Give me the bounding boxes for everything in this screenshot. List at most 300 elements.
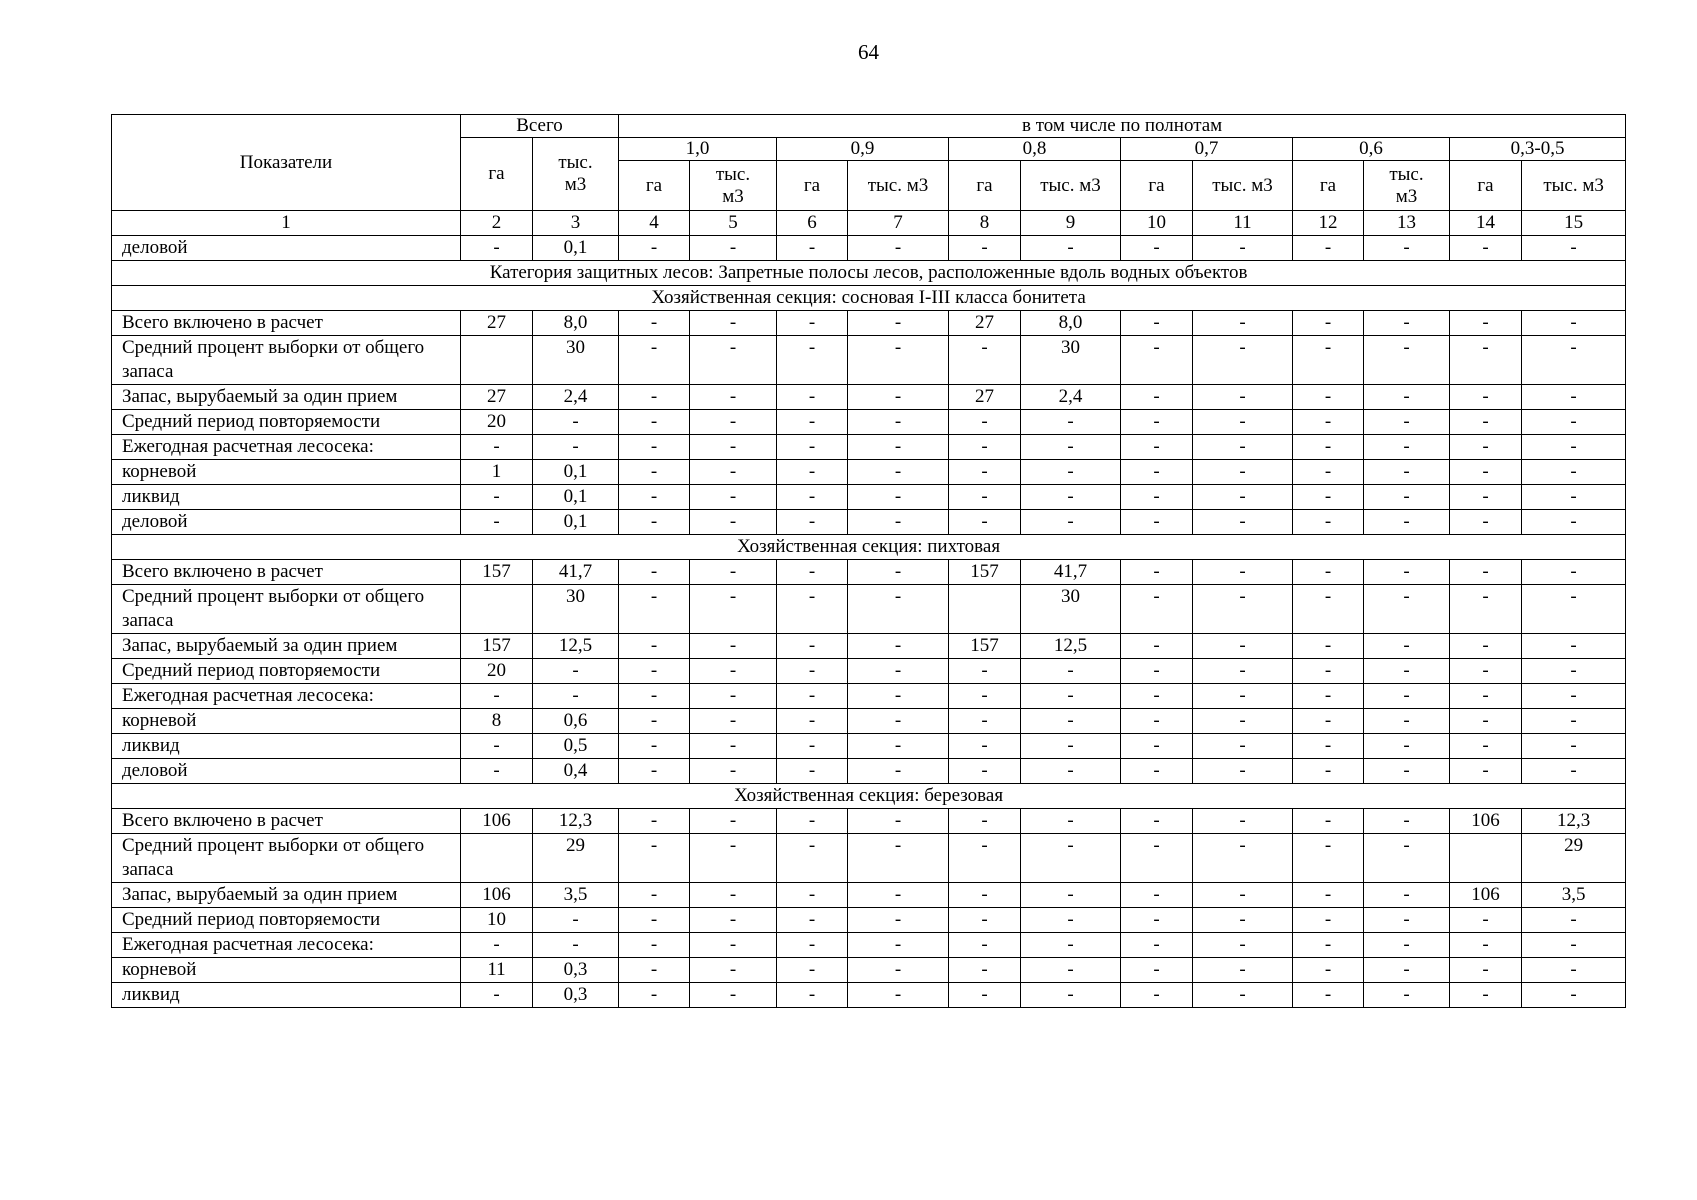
table-cell: -	[1021, 659, 1121, 684]
table-cell: 27	[949, 311, 1021, 336]
table-row	[112, 385, 1626, 410]
table-cell: -	[1450, 908, 1522, 933]
table-row	[112, 883, 1626, 908]
table-cell: -	[777, 585, 848, 634]
row-label: корневой	[112, 958, 461, 983]
m3-header: тыс. м3	[1522, 161, 1626, 211]
table-cell: -	[1121, 560, 1193, 585]
table-cell: -	[690, 585, 777, 634]
table-cell: 2,4	[1021, 385, 1121, 410]
section-title: Хозяйственная секция: березовая	[112, 784, 1626, 809]
total-ha-header: га	[461, 138, 533, 211]
table-cell: -	[949, 336, 1021, 385]
table-cell: -	[848, 336, 949, 385]
table-cell: -	[1021, 410, 1121, 435]
table-cell: -	[1522, 510, 1626, 535]
table-cell: 12,3	[533, 809, 619, 834]
table-cell: -	[1121, 983, 1193, 1008]
table-cell: -	[777, 958, 848, 983]
table-cell: -	[619, 908, 690, 933]
table-cell: 8,0	[1021, 311, 1121, 336]
table-cell: -	[848, 883, 949, 908]
table-cell: 0,1	[533, 510, 619, 535]
table-cell: -	[949, 435, 1021, 460]
table-cell: -	[1450, 983, 1522, 1008]
table-cell: -	[949, 410, 1021, 435]
table-cell: -	[1293, 311, 1364, 336]
column-number: 5	[690, 211, 777, 236]
table-cell: -	[949, 485, 1021, 510]
table-cell: -	[848, 709, 949, 734]
table-cell: -	[533, 435, 619, 460]
table-cell: -	[461, 485, 533, 510]
table-cell: -	[848, 435, 949, 460]
table-cell: -	[690, 734, 777, 759]
table-cell: -	[1522, 759, 1626, 784]
table-cell: -	[848, 809, 949, 834]
table-cell: -	[949, 908, 1021, 933]
row-label: ликвид	[112, 734, 461, 759]
table-cell: -	[848, 634, 949, 659]
table-cell: -	[461, 236, 533, 261]
section-title: Хозяйственная секция: пихтовая	[112, 535, 1626, 560]
table-cell: -	[1450, 958, 1522, 983]
table-cell: -	[1193, 634, 1293, 659]
table-cell: -	[619, 385, 690, 410]
table-cell: -	[619, 585, 690, 634]
table-cell: -	[1450, 336, 1522, 385]
table-cell: -	[777, 933, 848, 958]
table-cell	[949, 585, 1021, 634]
row-label: Средний период повторяемости	[112, 410, 461, 435]
table-cell: -	[1193, 435, 1293, 460]
table-cell: -	[848, 236, 949, 261]
table-cell: -	[1193, 385, 1293, 410]
row-label: Запас, вырубаемый за один прием	[112, 634, 461, 659]
table-cell: -	[690, 659, 777, 684]
header-row-1	[112, 115, 1626, 138]
table-cell: -	[1121, 510, 1193, 535]
table-row	[112, 485, 1626, 510]
table-cell: -	[1193, 560, 1293, 585]
table-cell: -	[1293, 958, 1364, 983]
table-row	[112, 311, 1626, 336]
row-label: Всего включено в расчет	[112, 311, 461, 336]
column-number: 13	[1364, 211, 1450, 236]
table-cell: -	[619, 933, 690, 958]
row-label: Средний процент выборки от общего запаса	[112, 336, 461, 385]
table-cell: 157	[461, 560, 533, 585]
table-cell: -	[690, 460, 777, 485]
table-cell: -	[1364, 709, 1450, 734]
table-cell: -	[777, 634, 848, 659]
table-cell: -	[1364, 410, 1450, 435]
table-cell: -	[619, 883, 690, 908]
table-cell	[461, 834, 533, 883]
table-cell: -	[848, 460, 949, 485]
table-cell: -	[949, 510, 1021, 535]
table-cell: -	[1193, 336, 1293, 385]
table-cell: -	[1193, 908, 1293, 933]
table-cell: -	[1021, 435, 1121, 460]
table-cell: -	[1121, 883, 1193, 908]
table-cell: -	[848, 759, 949, 784]
table-cell: -	[619, 734, 690, 759]
table-cell: -	[533, 410, 619, 435]
table-cell: -	[1121, 485, 1193, 510]
table-cell: -	[1364, 385, 1450, 410]
section-row	[112, 286, 1626, 311]
table-row	[112, 983, 1626, 1008]
table-cell: -	[949, 684, 1021, 709]
density-header: 0,8	[949, 138, 1121, 161]
m3-header: тыс. м3	[848, 161, 949, 211]
table-cell: -	[1021, 983, 1121, 1008]
density-header: 0,9	[777, 138, 949, 161]
table-cell: -	[848, 410, 949, 435]
table-cell: -	[690, 809, 777, 834]
table-cell: -	[1021, 236, 1121, 261]
table-cell: -	[1364, 908, 1450, 933]
table-cell: -	[848, 311, 949, 336]
table-cell: -	[1522, 336, 1626, 385]
row-label: Запас, вырубаемый за один прием	[112, 385, 461, 410]
table-cell: -	[1021, 834, 1121, 883]
table-cell: -	[1450, 435, 1522, 460]
table-cell: -	[1522, 585, 1626, 634]
table-cell: 106	[1450, 883, 1522, 908]
table-cell: -	[619, 435, 690, 460]
table-cell: -	[1364, 336, 1450, 385]
table-cell: -	[1021, 759, 1121, 784]
table-cell: 30	[1021, 585, 1121, 634]
table-cell: -	[949, 958, 1021, 983]
table-cell: -	[1364, 510, 1450, 535]
table-cell: 27	[461, 385, 533, 410]
table-cell: -	[949, 983, 1021, 1008]
table-cell: -	[1021, 709, 1121, 734]
table-cell: -	[1364, 834, 1450, 883]
table-row	[112, 336, 1626, 385]
table-cell: -	[1364, 734, 1450, 759]
table-cell: -	[1293, 485, 1364, 510]
table-cell: -	[1293, 834, 1364, 883]
table-cell: -	[1193, 809, 1293, 834]
table-cell: 0,1	[533, 236, 619, 261]
table-cell: -	[1193, 759, 1293, 784]
table-cell: -	[1450, 659, 1522, 684]
table-cell: -	[1364, 809, 1450, 834]
table-cell	[1450, 834, 1522, 883]
table-cell: -	[1364, 634, 1450, 659]
table-cell: -	[949, 933, 1021, 958]
table-cell: -	[1364, 883, 1450, 908]
table-cell: -	[949, 734, 1021, 759]
table-cell: -	[1450, 510, 1522, 535]
table-cell: -	[1293, 410, 1364, 435]
table-cell: -	[690, 311, 777, 336]
table-cell: -	[1293, 684, 1364, 709]
table-cell: -	[1193, 510, 1293, 535]
table-cell: -	[777, 809, 848, 834]
table-cell: -	[777, 435, 848, 460]
table-cell: -	[1121, 933, 1193, 958]
table-cell: -	[1293, 336, 1364, 385]
table-cell: -	[461, 759, 533, 784]
table-cell: -	[1021, 809, 1121, 834]
table-cell: -	[1193, 585, 1293, 634]
table-cell: -	[1522, 709, 1626, 734]
table-cell: -	[1522, 958, 1626, 983]
table-cell: -	[690, 908, 777, 933]
table-cell: -	[619, 809, 690, 834]
table-cell: -	[777, 336, 848, 385]
table-cell: 0,6	[533, 709, 619, 734]
table-cell: -	[1193, 958, 1293, 983]
row-label: корневой	[112, 460, 461, 485]
table-cell: -	[949, 236, 1021, 261]
table-cell: -	[1193, 734, 1293, 759]
table-cell: -	[619, 410, 690, 435]
table-cell: -	[1121, 908, 1193, 933]
table-cell: -	[1293, 460, 1364, 485]
section-title: Хозяйственная секция: сосновая I-III класса бонитета	[112, 286, 1626, 311]
table-cell: -	[848, 585, 949, 634]
table-cell: -	[1293, 983, 1364, 1008]
table-cell: -	[1293, 908, 1364, 933]
table-cell	[461, 336, 533, 385]
table-cell: -	[1450, 410, 1522, 435]
table-cell: -	[777, 560, 848, 585]
table-cell: -	[1121, 809, 1193, 834]
table-cell: -	[619, 709, 690, 734]
table-cell: -	[848, 983, 949, 1008]
table-cell: -	[1450, 560, 1522, 585]
table-cell: -	[1021, 460, 1121, 485]
table-cell: -	[1193, 883, 1293, 908]
table-cell: -	[1193, 983, 1293, 1008]
row-label: Средний период повторяемости	[112, 659, 461, 684]
column-number: 4	[619, 211, 690, 236]
table-cell: -	[690, 709, 777, 734]
table-cell: -	[1121, 585, 1193, 634]
table-cell: -	[848, 659, 949, 684]
table-cell: -	[1121, 958, 1193, 983]
section-title: Категория защитных лесов: Запретные полосы лесов, расположенные вдоль водных объектов	[112, 261, 1626, 286]
table-cell: 0,3	[533, 983, 619, 1008]
table-cell: -	[1293, 809, 1364, 834]
table-cell: -	[533, 933, 619, 958]
table-cell: -	[1522, 659, 1626, 684]
row-label: Ежегодная расчетная лесосека:	[112, 933, 461, 958]
table-cell: -	[1364, 460, 1450, 485]
table-row	[112, 908, 1626, 933]
table-cell: -	[1293, 883, 1364, 908]
table-cell: -	[949, 759, 1021, 784]
ha-header: га	[1121, 161, 1193, 211]
row-label: ликвид	[112, 485, 461, 510]
table-cell: -	[1293, 385, 1364, 410]
table-cell: -	[1293, 709, 1364, 734]
table-cell: -	[1293, 659, 1364, 684]
table-cell: -	[461, 933, 533, 958]
table-cell: -	[1522, 435, 1626, 460]
table-row	[112, 734, 1626, 759]
by-density-header: в том числе по полнотам	[619, 115, 1626, 138]
table-cell: -	[1522, 410, 1626, 435]
row-label: Запас, вырубаемый за один прием	[112, 883, 461, 908]
m3-header: тыс. м3	[690, 161, 777, 211]
column-number: 12	[1293, 211, 1364, 236]
table-cell: -	[619, 958, 690, 983]
table-cell: -	[949, 809, 1021, 834]
table-row	[112, 684, 1626, 709]
column-number: 8	[949, 211, 1021, 236]
column-number: 11	[1193, 211, 1293, 236]
ha-header: га	[777, 161, 848, 211]
table-cell: -	[777, 410, 848, 435]
row-label: Всего включено в расчет	[112, 809, 461, 834]
table-cell: -	[1193, 311, 1293, 336]
table-cell: -	[690, 933, 777, 958]
table-cell: 12,5	[533, 634, 619, 659]
table-row	[112, 659, 1626, 684]
column-number: 7	[848, 211, 949, 236]
table-cell: -	[619, 510, 690, 535]
table-cell: -	[848, 560, 949, 585]
column-number: 2	[461, 211, 533, 236]
table-cell: -	[1450, 634, 1522, 659]
table-cell: -	[777, 460, 848, 485]
table-cell: -	[690, 634, 777, 659]
table-cell: 41,7	[533, 560, 619, 585]
table-cell: -	[619, 983, 690, 1008]
table-cell: -	[1364, 435, 1450, 460]
table-cell: -	[1293, 510, 1364, 535]
m3-header: тыс. м3	[1364, 161, 1450, 211]
table-cell: 12,5	[1021, 634, 1121, 659]
table-cell: 27	[949, 385, 1021, 410]
table-cell: -	[690, 983, 777, 1008]
table-cell: -	[619, 236, 690, 261]
table-cell: -	[1121, 311, 1193, 336]
table-cell: -	[1364, 983, 1450, 1008]
table-cell: -	[1193, 684, 1293, 709]
table-cell: -	[619, 634, 690, 659]
table-row	[112, 634, 1626, 659]
total-header: Всего	[461, 115, 619, 138]
table-cell: -	[690, 883, 777, 908]
indicators-header: Показатели	[112, 115, 461, 211]
table-cell: -	[690, 410, 777, 435]
table-cell: -	[1293, 734, 1364, 759]
table-cell: -	[1293, 236, 1364, 261]
row-label: корневой	[112, 709, 461, 734]
table-cell: -	[1121, 236, 1193, 261]
table-cell: 41,7	[1021, 560, 1121, 585]
section-row	[112, 535, 1626, 560]
table-cell: -	[1293, 560, 1364, 585]
table-cell: -	[949, 460, 1021, 485]
table-cell: -	[1021, 734, 1121, 759]
table-row	[112, 834, 1626, 883]
table-cell: 0,1	[533, 460, 619, 485]
column-number: 1	[112, 211, 461, 236]
table-cell: -	[848, 485, 949, 510]
table-cell: -	[1522, 311, 1626, 336]
table-cell: -	[1021, 933, 1121, 958]
row-label: деловой	[112, 236, 461, 261]
table-cell: -	[1522, 908, 1626, 933]
table-cell: 0,1	[533, 485, 619, 510]
table-row	[112, 585, 1626, 634]
section-row	[112, 784, 1626, 809]
table-row	[112, 560, 1626, 585]
table-cell: -	[1522, 485, 1626, 510]
row-label: Средний процент выборки от общего запаса	[112, 585, 461, 634]
table-cell: -	[461, 435, 533, 460]
table-cell: -	[777, 759, 848, 784]
table-cell: -	[1193, 659, 1293, 684]
column-number: 15	[1522, 211, 1626, 236]
table-cell: -	[1364, 958, 1450, 983]
table-cell: -	[533, 684, 619, 709]
table-cell: -	[1364, 659, 1450, 684]
table-cell: -	[848, 385, 949, 410]
table-cell: -	[1522, 933, 1626, 958]
table-cell: 0,4	[533, 759, 619, 784]
table-cell: -	[777, 659, 848, 684]
table-row	[112, 933, 1626, 958]
table-cell: -	[1121, 684, 1193, 709]
table-cell: -	[690, 684, 777, 709]
table-cell: 8,0	[533, 311, 619, 336]
table-cell: -	[619, 485, 690, 510]
table-cell: -	[1121, 659, 1193, 684]
table-cell: -	[1121, 834, 1193, 883]
table-cell: -	[1293, 585, 1364, 634]
table-cell: -	[1522, 983, 1626, 1008]
table-cell: -	[1021, 958, 1121, 983]
table-cell: -	[777, 709, 848, 734]
table-body	[112, 236, 1626, 1008]
table-cell: 20	[461, 659, 533, 684]
table-cell: -	[619, 759, 690, 784]
m3-header: тыс. м3	[1193, 161, 1293, 211]
table-cell: -	[690, 336, 777, 385]
table-cell: -	[777, 834, 848, 883]
row-label: Ежегодная расчетная лесосека:	[112, 435, 461, 460]
row-label: Всего включено в расчет	[112, 560, 461, 585]
table-cell: -	[777, 236, 848, 261]
table-cell: -	[777, 510, 848, 535]
column-number: 3	[533, 211, 619, 236]
table-cell: -	[1450, 385, 1522, 410]
table-cell: -	[1450, 933, 1522, 958]
table-cell: 157	[461, 634, 533, 659]
table-cell: -	[1293, 435, 1364, 460]
table-cell: -	[1293, 933, 1364, 958]
table-cell: 0,5	[533, 734, 619, 759]
table-cell: -	[1193, 709, 1293, 734]
table-cell: -	[1021, 684, 1121, 709]
table-cell: -	[690, 560, 777, 585]
table-row	[112, 410, 1626, 435]
row-label: Средний период повторяемости	[112, 908, 461, 933]
table-cell: -	[777, 385, 848, 410]
table-cell: -	[1364, 585, 1450, 634]
table-cell: -	[777, 908, 848, 933]
